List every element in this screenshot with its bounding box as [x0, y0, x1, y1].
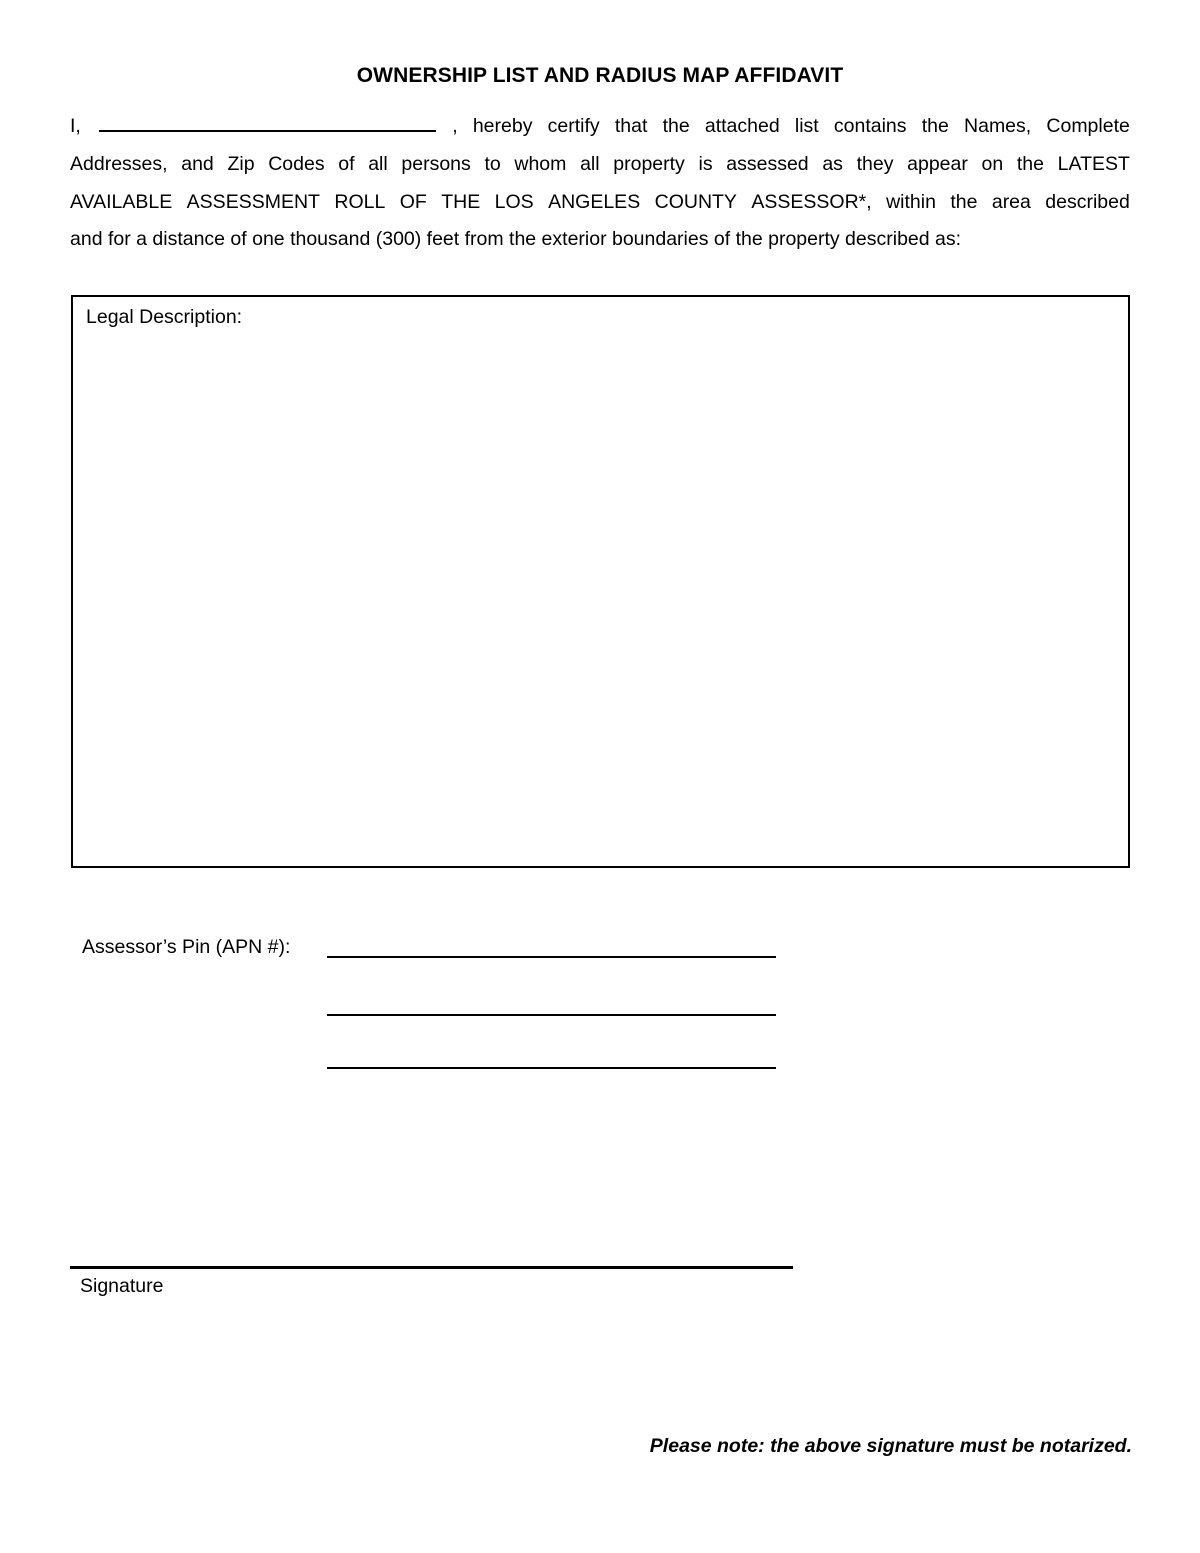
body-line-2-word-14: they	[856, 152, 894, 175]
body-line-3-word-8: ASSESSOR*,	[751, 190, 872, 213]
body-line-3-word-9: within	[886, 190, 936, 213]
body-line-2-word-12: assessed	[726, 152, 809, 175]
body-line-2-word-18: LATEST	[1057, 152, 1130, 175]
body-line-2-word-3: Codes	[268, 152, 325, 175]
body-line-2-word-13: as	[822, 152, 843, 175]
body-line-2	[70, 146, 1130, 184]
body-line-3-word-12: described	[1045, 190, 1130, 213]
body-line-2-word-0: Addresses,	[70, 152, 168, 175]
body-line-2-word-15: appear	[907, 152, 968, 175]
body-line-2-word-17: the	[1016, 152, 1044, 175]
body-line-3-word-6: ANGELES	[548, 190, 641, 213]
body-line-2-word-9: all	[580, 152, 600, 175]
body-line-2-word-2: Zip	[227, 152, 255, 175]
body-line-2-word-16: on	[981, 152, 1004, 175]
body-line-3-word-5: LOS	[494, 190, 534, 213]
body-line-2-word-10: property	[613, 152, 685, 175]
body-line-3-word-10: the	[950, 190, 978, 213]
legal-description-label: Legal Description:	[86, 306, 243, 328]
body-line-3-word-0: AVAILABLE	[70, 190, 173, 213]
body-line-2-word-6: persons	[401, 152, 471, 175]
assessor-pin-label: Assessor’s Pin (APN #):	[82, 936, 291, 958]
body-line-1-word-6: list	[794, 115, 819, 137]
body-line-1-word-9: Names,	[964, 115, 1032, 137]
body-line-1-prefix: I,	[70, 115, 81, 137]
body-line-1-word-7: contains	[833, 115, 907, 137]
page-title: OWNERSHIP LIST AND RADIUS MAP AFFIDAVIT	[356, 64, 844, 87]
body-line-3-word-1: ASSESSMENT	[186, 190, 320, 213]
certifier-name-blank[interactable]	[99, 130, 436, 132]
body-line-2-word-8: whom	[514, 152, 567, 175]
body-line-2-word-5: all	[368, 152, 388, 175]
body-line-1-word-8: the	[921, 115, 949, 137]
notarization-note: Please note: the above signature must be notarized.	[649, 1435, 1132, 1457]
body-line-2-word-7: to	[484, 152, 501, 175]
signature-line[interactable]	[70, 1266, 793, 1269]
assessor-pin-line-2[interactable]	[327, 1014, 776, 1016]
body-line-1-word-3: that	[614, 115, 648, 137]
body-line-1-word-5: attached	[704, 115, 780, 137]
body-line-3-word-3: OF	[399, 190, 427, 213]
body-line-1-word-0: ,	[452, 115, 458, 137]
body-line-3	[70, 184, 1130, 222]
body-line-1-word-4: the	[662, 115, 690, 137]
legal-description-input[interactable]	[86, 335, 1118, 858]
body-line-3-word-7: COUNTY	[654, 190, 737, 213]
signature-label: Signature	[80, 1275, 164, 1297]
body-line-1-word-2: certify	[547, 115, 600, 137]
body-line-3-word-2: ROLL	[334, 190, 386, 213]
body-line-3-word-11: area	[991, 190, 1031, 213]
body-line-3-word-4: THE	[441, 190, 481, 213]
body-line-1-word-1: hereby	[472, 115, 533, 137]
affidavit-body-paragraph	[70, 108, 1130, 259]
legal-description-box[interactable]	[71, 295, 1130, 868]
body-line-4: and for a distance of one thousand (300) feet from the exterior boundaries of the property described as:	[70, 228, 962, 251]
assessor-pin-line-3[interactable]	[327, 1067, 776, 1069]
assessor-pin-line-1[interactable]	[327, 956, 776, 958]
body-line-1	[70, 108, 1130, 146]
body-line-2-word-1: and	[181, 152, 214, 175]
body-line-2-word-4: of	[338, 152, 355, 175]
body-line-1-word-10: Complete	[1046, 115, 1130, 137]
body-line-2-word-11: is	[698, 152, 713, 175]
